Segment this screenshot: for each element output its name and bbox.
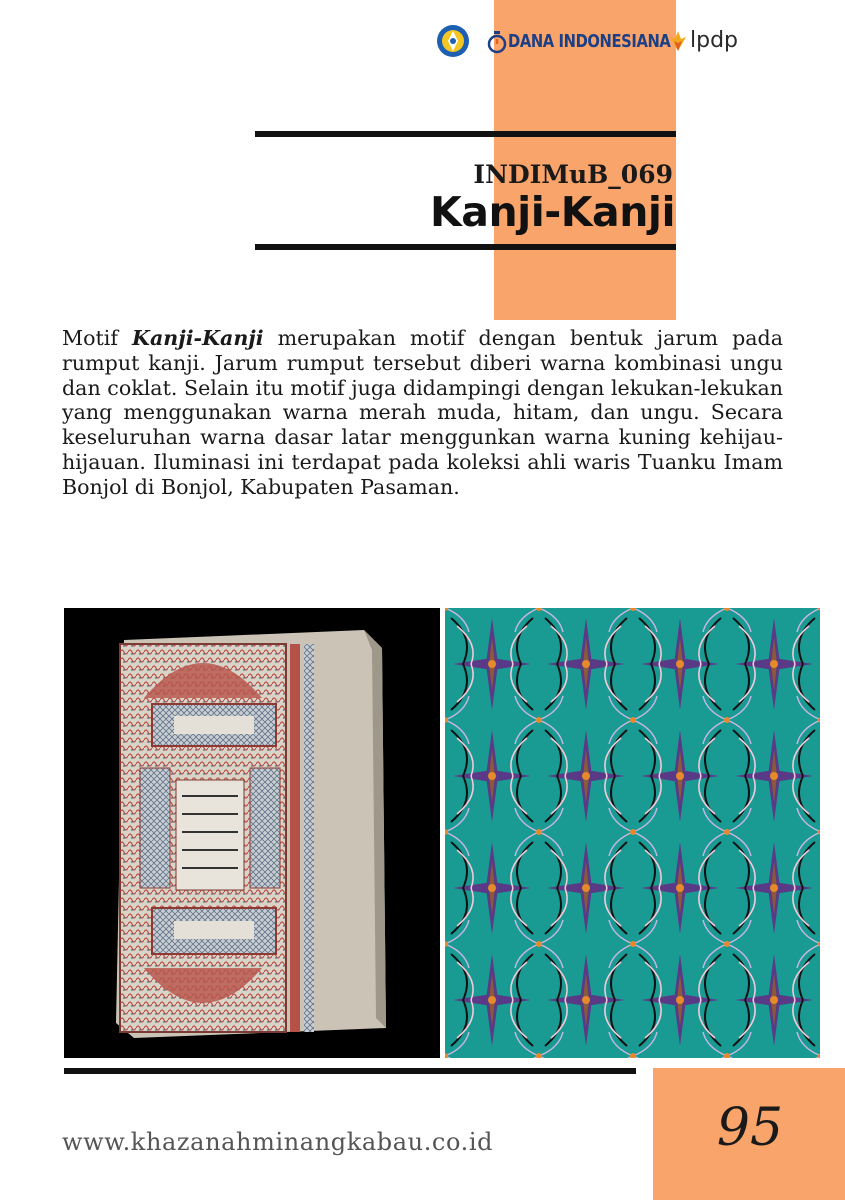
motif-code: INDIMuB_069 <box>473 160 673 189</box>
kanji-kanji-pattern-illustration <box>445 608 820 1058</box>
manuscript-illumination-image <box>64 608 440 1058</box>
description-body: merupakan motif dengan bentuk jarum pada rumput kanji. Jarum rumput tersebut diberi warna kombinasi ungu dan coklat. Selain itu motif juga didampingi dengan lekukan-lekukan yang menggunakan warna merah muda, hitam, dan ungu. Secara keseluruhan warna dasar latar menggunkan warna kuning kehijau-hijauan. Iluminasi ini terdapat pada koleksi ahli waris Tuanku Imam Bonjol di Bonjol, Kabupaten Pasaman. <box>62 326 783 499</box>
stopwatch-icon <box>486 30 508 54</box>
sponsor-logos <box>436 22 766 62</box>
motif-description <box>62 326 783 500</box>
lpdp-text: lpdp <box>690 28 739 53</box>
footer-rule <box>64 1068 636 1074</box>
heading-rule-bottom <box>255 244 676 250</box>
manuscript-photo <box>64 608 440 1058</box>
website-url[interactable]: www.khazanahminangkabau.co.id <box>62 1128 494 1156</box>
lpdp-logo <box>668 26 738 56</box>
page-number: 95 <box>716 1098 784 1158</box>
motif-title: Kanji-Kanji <box>430 188 675 236</box>
dana-indonesiana-text: DANA INDONESIANA <box>508 31 671 52</box>
kemdikbud-emblem-icon <box>436 24 470 58</box>
description-lead: Motif <box>62 326 133 350</box>
kanji-kanji-motif-pattern <box>445 608 820 1058</box>
description-motif-name: Kanji-Kanji <box>132 326 264 350</box>
lpdp-flame-icon <box>668 29 688 53</box>
heading-rule-top <box>255 131 676 137</box>
